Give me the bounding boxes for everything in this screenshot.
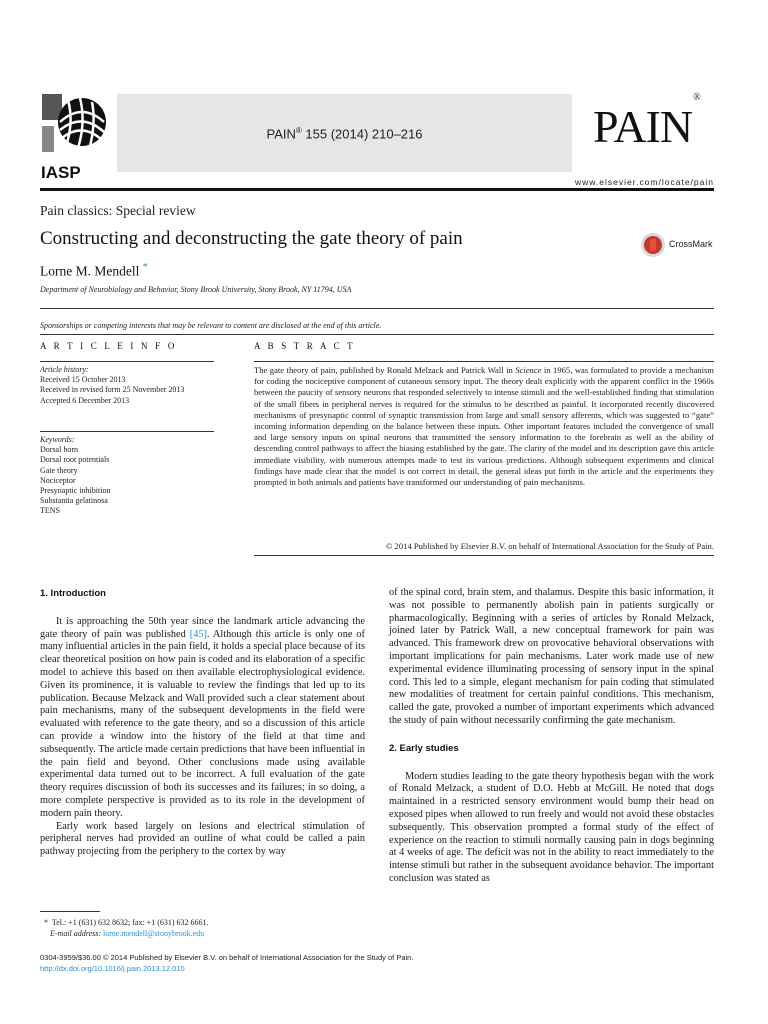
body-column-left xyxy=(40,588,365,859)
issn-footer: 0304-3959/$36.00 © 2014 Published by Elsevier B.V. on behalf of International Association for the Study of Pain. http://dx.doi.org/10.1016/j.pain.2013.12.010 xyxy=(40,953,414,973)
article-section: Pain classics: Special review xyxy=(40,203,196,218)
abstract-copyright: © 2014 Published by Elsevier B.V. on behalf of International Association for the Study of Pain. xyxy=(385,541,714,551)
sponsorship-note: Sponsorships or competing interests that may be relevant to content are disclosed at the end of this article. xyxy=(40,321,382,330)
keyword-item: Gate theory xyxy=(40,465,78,475)
keyword-item: Substantia gelatinosa xyxy=(40,496,108,506)
intro-paragraph-2: Early work based largely on lesions and electrical stimulation of peripheral nerves had provided an outline of what could be called a pain pathway projecting from the periphery to the cortex by way xyxy=(40,820,365,858)
history-item: Received in revised form 25 November 2013 xyxy=(40,385,185,395)
journal-url[interactable]: www.elsevier.com/locate/pain xyxy=(574,177,714,187)
header-rule xyxy=(40,188,714,191)
keyword-item: Dorsal horn xyxy=(40,445,78,455)
footnote-rule xyxy=(40,911,100,912)
keywords-rule xyxy=(40,431,214,432)
keywords-list xyxy=(40,435,110,517)
author-footnote-mark[interactable]: * xyxy=(142,262,148,273)
affiliation-rule xyxy=(40,308,714,309)
journal-header-band xyxy=(117,94,572,172)
author-email-link[interactable]: lorne.mendell@stonybrook.edu xyxy=(103,929,205,938)
citation-link[interactable]: [45] xyxy=(189,628,207,640)
abstract-text: The gate theory of pain, published by Ronald Melzack and Patrick Wall in Science in 1965, was formulated to provide a mechanism for coding the nociceptive component of cutaneous sensory input. The theory dealt explicitly with the apparent conflict in the 1960s between the paucity of sensory neurons that responded selectively to intense stimuli and the well-established finding that stimulation of the small fibers in peripheral nerves is required for the stimulus to be described as painful. It incorporated recently discovered mechanisms of presynaptic control of synaptic transmission from large and small sensory afferents, which was suggested to “gate” incoming information depending on the balance between these inputs. Other important features included the convergence of small and large sensory inputs on spinal neurons that transmitted the sensory information to the forebrain as well as the ability of descending control pathways to affect the biasing established by the gate. The clarity of the model and its description gave this article immediate visibility, with numerous attempts made to test its various predictions. Although subsequent experiments and clinical findings have made clear that the model is not correct in detail, the general ideas put forth in the article and the experiments they prompted in both animals and patients have transformed our understanding of pain mechanisms. xyxy=(254,365,714,488)
history-label: Article history: xyxy=(40,365,89,374)
keyword-item: TENS xyxy=(40,506,60,516)
crossmark-label[interactable]: CrossMark xyxy=(669,239,713,249)
journal-logo: PAIN® xyxy=(593,91,700,152)
iasp-logo-text: IASP xyxy=(41,163,81,182)
journal-citation: PAIN® 155 (2014) 210–216 xyxy=(266,126,423,142)
abstract-heading: A B S T R A C T xyxy=(254,341,356,351)
history-item: Received 15 October 2013 xyxy=(40,375,126,385)
keywords-label: Keywords: xyxy=(40,435,75,444)
article-info-rule xyxy=(40,361,214,362)
author-affiliation: Department of Neurobiology and Behavior, Stony Brook University, Stony Brook, NY 11794, USA xyxy=(40,285,352,294)
abstract-end-rule xyxy=(254,555,714,556)
iasp-globe-icon xyxy=(40,92,106,184)
doi-link[interactable]: http://dx.doi.org/10.1016/j.pain.2013.12.010 xyxy=(40,964,185,973)
sponsorship-rule xyxy=(40,334,714,335)
early-studies-paragraph-1: Modern studies leading to the gate theory hypothesis began with the work of Ronald Melzack, a student of D.O. Hebb at McGill. He noted that dogs maintained in a restricted sensory environment would bump their head on exposed pipes when allowed to run freely and would not avoid these obstacles subsequently. This observation prompted a formal study of the effect of experience on the reaction to stimuli normally causing pain in dogs beginning at 4 weeks of age. The deficit was not in the ability to react immediately to the intense stimuli but rather in the subsequent avoidance behavior. The important conclusion was stated as xyxy=(389,770,714,884)
article-history xyxy=(40,365,184,406)
article-title: Constructing and deconstructing the gate theory of pain xyxy=(40,228,463,249)
author-name: Lorne M. Mendell * xyxy=(40,262,148,279)
section-heading-early-studies: 2. Early studies xyxy=(389,742,459,754)
history-item: Accepted 6 December 2013 xyxy=(40,395,130,405)
iasp-logo xyxy=(40,92,106,184)
body-column-right xyxy=(389,587,714,886)
keyword-item: Dorsal root potentials xyxy=(40,455,110,465)
section-heading-introduction: 1. Introduction xyxy=(40,588,106,599)
article-info-heading: A R T I C L E I N F O xyxy=(40,341,178,351)
keyword-item: Nociceptor xyxy=(40,475,76,485)
crossmark-icon xyxy=(640,232,666,258)
keyword-item: Presynaptic inhibition xyxy=(40,486,111,496)
intro-paragraph-1: It is approaching the 50th year since the landmark article advancing the gate theory of pain was published [45]. Although this article is only one of many influential articles in the pain field, it holds a special place because of its clear theoretical position on how pain is coded and its elaboration of a specific model to achieve this based on then available electrophysiological evidence. Given its prominence, it is valuable to review the findings that led up to its publication. Because Melzack and Wall provided such a clear statement about pain mechanisms, many of the subsequent developments in the field were evaluated with reference to the gate theory, and so a discussion of this article can provide a window into the history of the field at that time and subsequently. The article made certain predictions that have been influential in the pain field and beyond. Other conclusions made using available experimental data turned out to be incorrect. A full evaluation of the gate theory requires discussion of both its successes and its failures; in so doing, a more complete perspective is provided as to its role in the development of modern pain theory. xyxy=(40,615,365,819)
author-footnote: * Tel.: +1 (631) 632 8632; fax: +1 (631) 632 6661. E-mail address: lorne.mendell@stonybrook.edu xyxy=(44,918,209,938)
intro-paragraph-2-continued: of the spinal cord, brain stem, and thalamus. Despite this basic information, it was not possible to permanently abolish pain in patients surgically or pharmacologically. Beginning with a series of articles by Ronald Melzack, joined later by Patrick Wall, a new conceptual framework for pain was advanced. This framework drew on provocative behavioral observations with important implications for pain mechanisms. Later work made use of new experimental evidence illuminating processing of sensory input in the spinal cord. This led to a simple, elegant mechanism for pain coding that stimulated new modalities of treatment for certain painful conditions. This mechanism, called the gate, provoked a number of important experiments which advanced the study of pain without necessarily confirming the gate mechanism. xyxy=(389,587,714,726)
abstract-rule xyxy=(254,361,714,362)
